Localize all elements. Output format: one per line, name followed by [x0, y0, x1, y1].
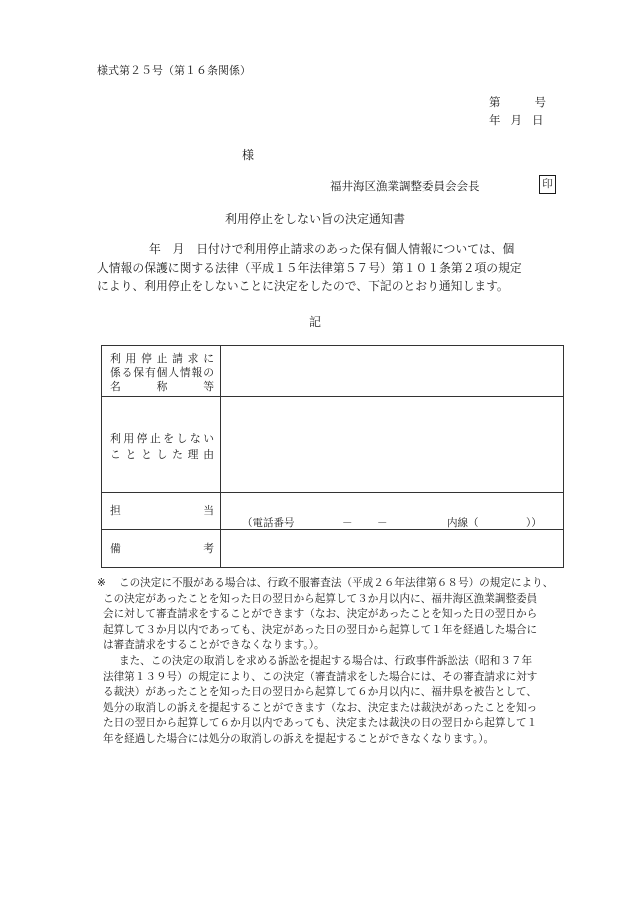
label-line: 係る保有個人情報の [110, 366, 214, 379]
label-remarks [102, 530, 221, 567]
body-line-1: 年 月 日付けで利用停止請求のあった保有個人情報については、個 [149, 242, 515, 256]
body-text [97, 240, 567, 296]
details-table [101, 345, 564, 568]
table-row-contact [102, 492, 563, 530]
notes [97, 576, 567, 748]
date-year: 年 [489, 113, 501, 127]
extension-label: 内線（ [447, 517, 479, 529]
note-line: この決定に不服がある場合は、行政不服審査法（平成２６年法律第６８号）の規定により、 [119, 577, 554, 589]
table-row-reason [102, 396, 563, 492]
addressee: 様 [242, 148, 255, 162]
note-line: た日の翌日から起算して６か月以内であっても、決定または裁決の日の翌日から起算して１ [103, 717, 538, 730]
phone-dash: － [342, 517, 353, 529]
date-month: 月 [510, 113, 522, 127]
document-title: 利用停止をしない旨の決定通知書 [224, 212, 405, 226]
note-line: は審査請求をすることができなくなります。）。 [103, 639, 325, 652]
table-row-remarks [102, 529, 563, 567]
label-target-info [102, 346, 221, 396]
label-line: こととした理由 [110, 448, 214, 461]
note-line: この決定があったことを知った日の翌日から起算して３か月以内に、福井海区漁業調整委員 [103, 592, 538, 605]
document-number [489, 94, 546, 110]
document-date [489, 112, 544, 128]
label-line: 名 称 等 [110, 380, 214, 393]
note-line: 起算して３か月以内であっても、決定があった日の翌日から起算して１年を経過した場合に [103, 623, 538, 636]
label-line: 利用停止請求に [110, 352, 214, 365]
label-line: 担 当 [110, 504, 214, 517]
ki-heading: 記 [308, 315, 321, 329]
sender-name: 福井海区漁業調整委員会会長 [330, 179, 480, 193]
label-line: 利用停止をしない [110, 432, 214, 445]
body-line-3: により、利用停止をしないことに決定をしたので、下記のとおり通知します。 [97, 279, 509, 293]
note-line: また、この決定の取消しを求める訴訟を提起する場合は、行政事件訴訟法（昭和３７年 [119, 654, 533, 667]
form-number: 様式第２５号（第１６条関係） [97, 64, 251, 77]
phone-close: ）） [526, 517, 542, 529]
seal-box: 印 [539, 175, 556, 194]
label-contact [102, 493, 221, 530]
doc-number-suffix: 号 [534, 95, 546, 109]
note-line: 年を経過した場合には処分の取消しの訴えを提起することができなくなります。）。 [103, 732, 495, 745]
note-mark: ※ [97, 577, 106, 589]
phone-dash: － [377, 517, 388, 529]
doc-number-prefix: 第 [489, 95, 501, 109]
phone-label: （電話番号 [242, 517, 295, 529]
note-line: る裁決）があったことを知った日の翌日から起算して６か月以内に、福井県を被告として、 [103, 686, 538, 699]
table-row-target-info [102, 346, 563, 396]
note-line: 会に対して審査請求をすることができます（なお、決定があったことを知った日の翌日から [103, 608, 538, 621]
date-day: 日 [532, 113, 544, 127]
body-line-2: 人情報の保護に関する法律（平成１５年法律第５７号）第１０１条第２項の規定 [97, 260, 522, 275]
note-line: 処分の取消しの訴えを提起することができます（なお、決定または裁決があったことを知っ [103, 701, 538, 714]
note-line: 法律第１３９号）の規定により、この決定（審査請求をした場合には、その審査請求に対す [103, 670, 538, 683]
label-reason [102, 397, 221, 492]
label-line: 備 考 [110, 542, 214, 555]
